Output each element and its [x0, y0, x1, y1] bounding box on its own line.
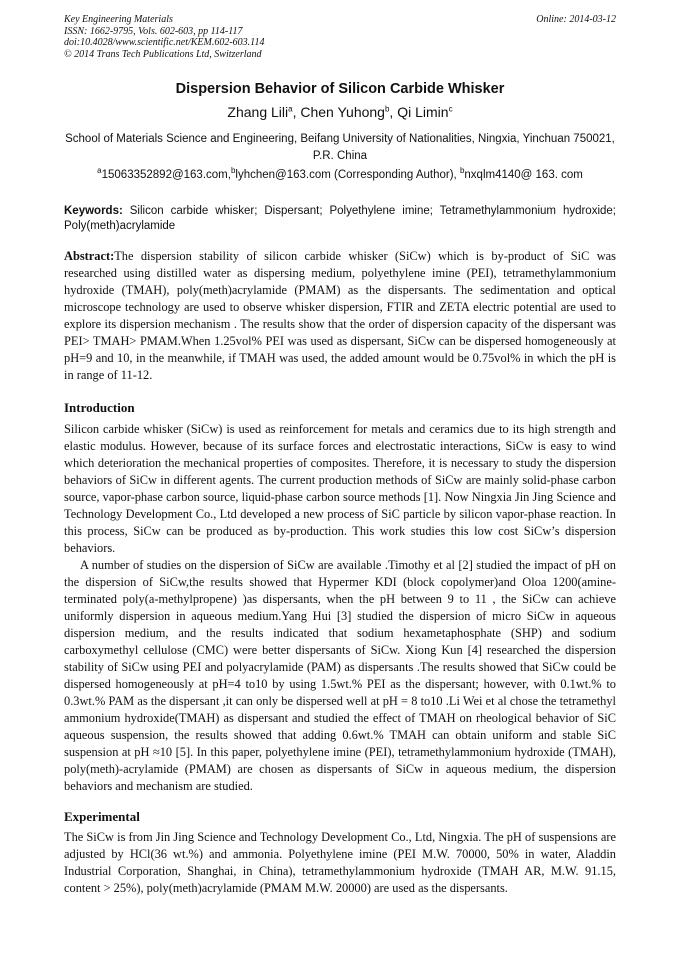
paragraph: The SiCw is from Jin Jing Science and Technology Development Co., Ltd, Ningxia. The pH of suspensions are adjusted by HCl(36 wt.%) and ammonia. Polyethylene imine (PEI M.W. 70000, 50% in water, Aladdin Industrial Corporation, Shanghai, in China), tetramethylammonium hydroxide (TMAH AR, M.W. 91.15, content > 25%), poly(meth)acrylamide (PMAM M.W. 20000) are used as the dispersants. [64, 830, 616, 895]
keywords-label: Keywords: [64, 205, 123, 217]
email-sup: b [459, 166, 465, 175]
author-list [64, 104, 616, 120]
introduction-heading: Introduction [64, 400, 135, 415]
issn-line: ISSN: 1662-9795, Vols. 602-603, pp 114-117 [64, 25, 243, 37]
experimental-section [64, 829, 616, 897]
keywords [64, 204, 616, 234]
author-name: Qi Limin [397, 104, 449, 120]
experimental-heading: Experimental [64, 809, 140, 824]
journal-name: Key Engineering Materials [64, 14, 173, 25]
author-sup: a [288, 104, 293, 114]
abstract-label: Abstract: [64, 249, 115, 263]
email-sup: b [230, 166, 236, 175]
abstract [64, 248, 616, 384]
copyright-line: © 2014 Trans Tech Publications Ltd, Switzerland [64, 48, 262, 60]
affiliation: School of Materials Science and Engineering, Beifang University of Nationalities, Ningxia, Yinchuan 750021, P.R. China [65, 133, 615, 162]
author-name: Chen Yuhong [300, 104, 385, 120]
online-date: Online: 2014-03-12 [536, 14, 616, 25]
email-b: lyhchen@163.com (Corresponding Author), [235, 168, 460, 181]
email-a: 15063352892@163.com, [101, 168, 231, 181]
journal-header [64, 14, 616, 60]
author-sup: c [448, 104, 453, 114]
author-separator: , [292, 104, 301, 120]
email-line [64, 166, 616, 181]
paragraph: Silicon carbide whisker (SiCw) is used as reinforcement for metals and ceramics due to its high strength and elastic modulus. However, because of its surface forces and electrostatic interactions, SiCw is easy to wind which deterioration the mechanical properties of composites. Therefore, it is necessary to study the dispersion behaviors of SiCw in different agents. The current production methods of SiCw are mainly solid-phase carbon source, vapor-phase carbon source, liquid-phase carbon source methods [1]. Now Ningxia Jin Jing Science and Technology Development Co., Ltd developed a new process of SiC particle by silicon vapor-phase reaction. In this process, SiCw can be produced as by-production. This work studies this low cost SiCw’s dispersion behaviors. [64, 422, 616, 555]
introduction-section [64, 421, 616, 795]
email-sup: a [97, 166, 102, 175]
author-separator: , [389, 104, 398, 120]
doi-line: doi:10.4028/www.scientific.net/KEM.602-603.114 [64, 37, 265, 49]
email-c: nxqlm4140@ 163. com [464, 168, 583, 181]
paragraph: A number of studies on the dispersion of SiCw are available .Timothy et al [2] studied the impact of pH on the dispersion of SiCw,the results showed that Hypermer KDI (block copolymer)and Oloa 1200(amine-terminated poly(a-methylpropene) )as dispersants, when the pH between 9 to 11 , the SiCw can achieve uniformly dispersion in aqueous medium.Yang Hui [3] studied the dispersion of micro SiCw in aqueous dispersion medium, and the results indicated that sodium hexametaphosphate (SHP) and sodium carboxymethyl cellulose (CMC) were better dispersants of SiCw. Xiong Kun [4] researched the dispersion stability of SiCw using PEI and polyacrylamide (PAM) as dispersants .The results showed that SiCw could be dispersed homogeneously at pH=4 to10 by using 1.5wt.% PEI as the dispersant; however, with 0.1wt.% to 0.3wt.% PAM as the dispersant ,it can only be dispersed well at pH = 8 to10 .Li Wei et al chose the tetramethyl ammonium hydroxide(TMAH) as dispersant and studied the effect of TMAH on rheological behavior of SiC aqueous suspension, the results showed that adding 0.6wt.% TMAH can obtain uniform and stable SiC suspension at pH ≈10 [5]. In this paper, polyethylene imine (PEI), tetramethylammonium hydroxide (TMAH), poly(meth)-acrylamide (PMAM) are chosen as dispersants of SiCw in aqueous medium, the dispersion behaviors and mechanism are studied. [64, 558, 616, 793]
keywords-text: Silicon carbide whisker; Dispersant; Polyethylene imine; Tetramethylammonium hydroxide; Poly(meth)acrylamide [64, 205, 616, 232]
author-name: Zhang Lili [227, 104, 289, 120]
paper-title: Dispersion Behavior of Silicon Carbide Whisker [175, 81, 505, 97]
author-sup: b [384, 104, 390, 114]
abstract-text: The dispersion stability of silicon carbide whisker (SiCw) which is by-product of SiC was researched using distilled water as dispersing medium, polyethylene imine (PEI), tetramethylammonium hydroxide (TMAH), poly(meth)acrylamide (PMAM) as the dispersants. The sedimentation and optical microscope technology are used to observe whisker dispersion, FTIR and ZETA electric potential are used to explore its dispersion mechanism . The results show that the order of dispersion capacity of the dispersant was PEI> TMAH> PMAM.When 1.25vol% PEI was used as dispersant, SiCw can be dispersed homogeneously at pH=9 and 10, in the meanwhile, if TMAH was used, the added amount would be 0.75vol% in which the pH is in range of 11-12. [64, 249, 616, 382]
